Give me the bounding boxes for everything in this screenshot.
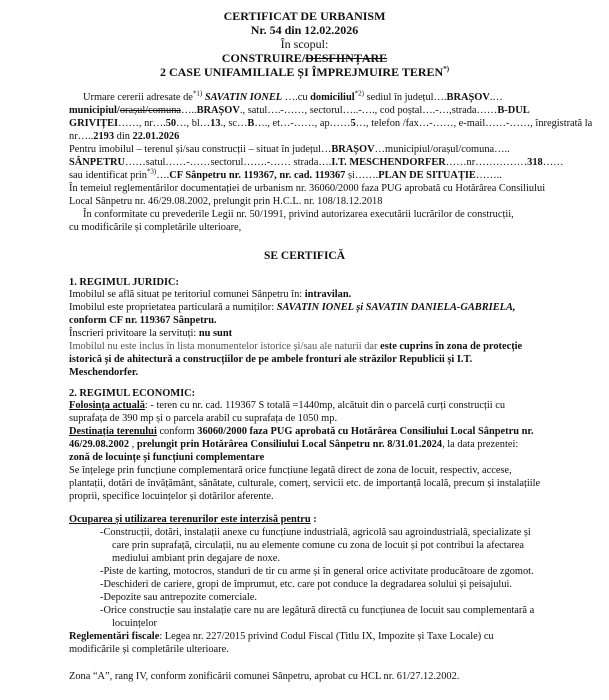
property-line-4: În temeiul reglementărilor documentației de urbanism nr. 36060/2000 faza PUG aprobată cu Hotărârea Consiliului [69, 183, 546, 194]
prohibited-item-1b: care prin suprafață, circulații, nu au elemente comune cu zona de locuit și pot contribui la afectarea [112, 540, 524, 551]
section-1-line-4: Înscrieri privitoare la servituți: nu sunt [69, 328, 233, 339]
applicant-name: SAVATIN IONEL [204, 92, 283, 103]
property-line-1: Pentru imobilul – terenul și/sau construcții – situat în județul…BRAȘOV…municipiul/orașul/comuna….. [69, 144, 510, 155]
prohibited-item-3: -Deschideri de cariere, gropi de împrumut, etc. care pot conduce la degradarea solului și peisajului. [100, 579, 512, 590]
prohibited-item-5b: locuințelor [112, 618, 158, 629]
section-2-line-1: Folosința actuală: - teren cu nr. cad. 119367 S totală =1440mp, alcătuit din o parcelă curți construcții cu [69, 400, 506, 411]
document-number: Nr. 54 din 12.02.2026 [250, 23, 359, 37]
property-line-2: SÂNPETRU……satul……-……sectorul…….-…… strada….I.T. MESCHENDORFER……nr……………318…… [69, 157, 564, 168]
scope-label: În scopul: [280, 37, 329, 51]
section-1-line-6: istorică și de ahitectură a construcțiilor de pe ambele fronturi ale străzilor Republicii și I.T. [69, 354, 473, 365]
request-line-4: nr…..2193 din 22.01.2026 [69, 131, 180, 142]
purpose-type [0, 51, 609, 66]
property-line-7: cu modificările și completările ulterioare, [69, 222, 242, 233]
section-2-heading: 2. REGIMUL ECONOMIC: [69, 388, 196, 399]
section-2-line-2: suprafața de 390 mp și o parcela arabil cu suprafața de 1050 mp. [69, 413, 338, 424]
prohibited-item-2: -Piste de karting, motocros, standuri de tir cu arme și în general orice activitate producătoare de zgomot. [100, 566, 534, 577]
prohibited-heading: Ocuparea și utilizarea terenurilor este interzisă pentru : [69, 514, 317, 525]
fiscal-line-2: modificările și completările ulterioare. [69, 644, 229, 655]
certifies-heading: SE CERTIFICĂ [263, 250, 346, 262]
section-1-line-1: Imobilul se află situat pe teritoriul comunei Sânpetru în: intravilan. [69, 289, 352, 300]
purpose-construire: CONSTRUIRE/ [221, 51, 306, 65]
section-1-line-5: Imobilul nu este inclus în lista monumentelor istorice și/sau ale naturii dar este cuprins în zona de protecție [69, 341, 523, 352]
purpose-description [0, 65, 609, 80]
zone-line: Zona “A”, rang IV, conform zonificării comunei Sânpetru, aprobat cu HCL nr. 61/27.12.2002. [69, 671, 460, 682]
fiscal-line-1: Reglementări fiscale: Legea nr. 227/2015 privind Codul Fiscal (Titlu IX, Impozite și Taxe Locale) cu [69, 631, 494, 642]
prohibited-item-1c: mediului ambiant prin degajare de noxe. [112, 553, 280, 564]
section-2-line-6: Se înțelege prin funcțiune complementară orice funcțiune legată direct de zona de locuit, respectiv, accese, [69, 465, 512, 476]
purpose-footnote-mark: *) [443, 65, 450, 73]
document-title: CERTIFICAT DE URBANISM [223, 9, 386, 23]
section-2-line-4: 46/29.08.2002 , prelungit prin Hotărârea Consiliului Local Sânpetru nr. 8/31.01.2024, la data prezentei: [69, 439, 519, 450]
section-1-line-3: conform CF nr. 119367 Sânpetru. [69, 315, 217, 326]
property-line-6: În conformitate cu prevederile Legii nr. 50/1991, privind autorizarea executării lucrărilor de construcții, [83, 209, 514, 220]
section-1-line-2: Imobilul este proprietatea particulară a numiților: SAVATIN IONEL și SAVATIN DANIELA-GABRIELA, [69, 302, 516, 313]
section-2-line-7: plantații, dotări de învățământ, sănătate, culturale, comerț, servicii etc. de importanță locală, precum și instalațiile [69, 478, 541, 489]
request-line-2: municipiul/orașul/comuna…..BRAȘOV., satul….-……, sectorul…..-…., cod poștal….-…,strada……B-DUL [69, 105, 530, 116]
section-2-line-3: Destinația terenului conform 36060/2000 faza PUG aprobată cu Hotărârea Consiliului Local Sânpetru nr. [69, 426, 534, 437]
prohibited-item-4: -Depozite sau antrepozite comerciale. [100, 592, 257, 603]
purpose-desfiintare-struck: DESFIINȚARE [305, 51, 388, 65]
property-line-3: sau identificat prin$^{*3)}$….CF Sânpetru nr. 119367, nr. cad. 119367 și…….PLAN DE SITUAȚIE…….. [69, 167, 502, 181]
request-line-1: Urmare cererii adresate $de^{*1)}$ SAVATIN IONEL ….cu domiciliul$^{*2)}$ sediul în județul….BRAȘOV.… [83, 89, 503, 103]
prohibited-item-1a: -Construcții, dotări, instalații anexe cu funcțiune industrială, agricolă sau agroindustrială, specializate și [100, 527, 531, 538]
section-1-line-7: Meschendorfer. [69, 367, 139, 378]
request-line-3: GRIVIȚEI……, nr….50…, bl…13., sc…B…., et…-……, ap……5…, telefon /fax…-……, e-mail……-……, înregistrată la [69, 118, 593, 129]
prohibited-item-5a: -Orice construcție sau instalație care nu are legătură directă cu funcțiunea de locuit sau complementară a [100, 605, 535, 616]
section-2-line-5: zonă de locuințe și funcțiuni complementare [69, 452, 265, 463]
purpose-text: 2 CASE UNIFAMILIALE ȘI ÎMPREJMUIRE TEREN [159, 65, 444, 79]
section-1-heading: 1. REGIMUL JURIDIC: [69, 277, 179, 288]
property-line-5: Local Sânpetru nr. 46/29.08.2002, prelungit prin H.C.L. nr. 108/18.12.2018 [69, 196, 383, 207]
section-2-line-8: proprii, specifice locuințelor și dotărilor aferente. [69, 491, 274, 502]
